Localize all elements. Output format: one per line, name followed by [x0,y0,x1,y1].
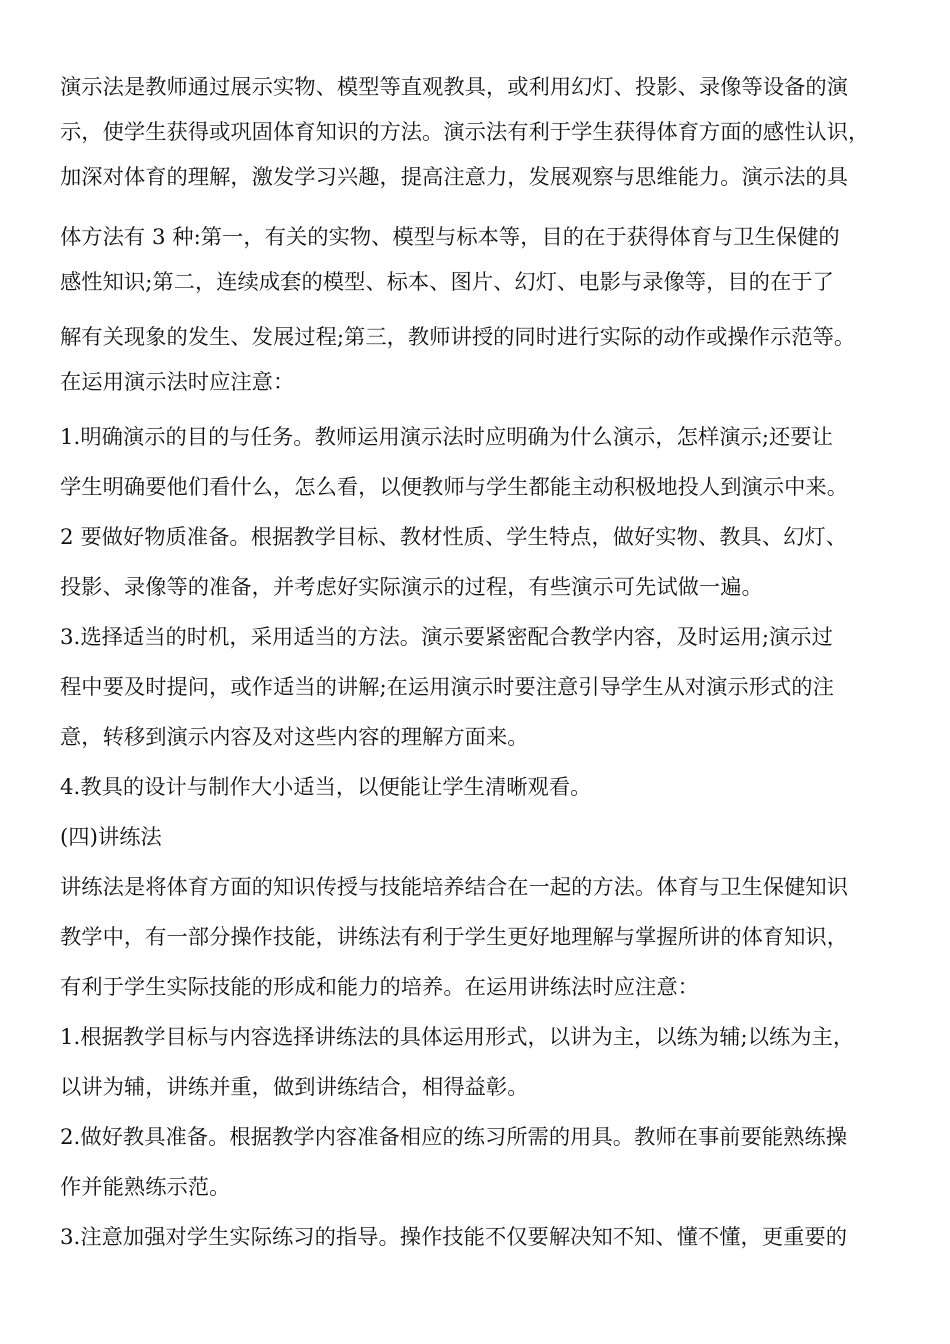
text-line: 3.选择适当的时机，采用适当的方法。演示要紧密配合教学内容，及时运用;演示过 [60,625,833,650]
text-line: 2.做好教具准备。根据教学内容准备相应的练习所需的用具。教师在事前要能熟练操 [60,1125,848,1150]
text-line: 2 要做好物质准备。根据教学目标、教材性质、学生特点，做好实物、教具、幻灯、 [60,525,848,550]
text-line: 演示法是教师通过展示实物、模型等直观教具，或利用幻灯、投影、录像等设备的演 [60,75,848,100]
text-line: 解有关现象的发生、发展过程;第三，教师讲授的同时进行实际的动作或操作示范等。 [60,325,856,350]
text-line: 以讲为辅，讲练并重，做到讲练结合，相得益彰。 [60,1075,529,1100]
text-line: 学生明确要他们看什么，怎么看，以便教师与学生都能主动积极地投人到演示中来。 [60,475,848,500]
text-line: 1.明确演示的目的与任务。教师运用演示法时应明确为什么演示，怎样演示;还要让 [60,425,833,450]
section-heading: (四)讲练法 [60,825,162,850]
text-line: 投影、录像等的准备，并考虑好实际演示的过程，有些演示可先试做一遍。 [60,575,763,600]
text-line: 3.注意加强对学生实际练习的指导。操作技能不仅要解决知不知、懂不懂，更重要的 [60,1225,848,1250]
text-line: 讲练法是将体育方面的知识传授与技能培养结合在一起的方法。体育与卫生保健知识 [60,875,848,900]
text-line: 加深对体育的理解，激发学习兴趣，提高注意力，发展观察与思维能力。演示法的具 [60,165,848,190]
text-line: 意，转移到演示内容及对这些内容的理解方面来。 [60,725,529,750]
text-line: 示，使学生获得或巩固体育知识的方法。演示法有利于学生获得体育方面的感性认识， [60,120,870,145]
text-line: 4.教具的设计与制作大小适当，以便能让学生清晰观看。 [60,775,592,800]
text-line: 1.根据教学目标与内容选择讲练法的具体运用形式，以讲为主，以练为辅;以练为主， [60,1025,855,1050]
text-line: 程中要及时提问，或作适当的讲解;在运用演示时要注意引导学生从对演示形式的注 [60,675,834,700]
text-line: 在运用演示法时应注意： [60,370,295,395]
text-line: 教学中，有一部分操作技能，讲练法有利于学生更好地理解与掌握所讲的体育知识， [60,925,848,950]
text-line: 有利于学生实际技能的形成和能力的培养。在运用讲练法时应注意： [60,975,699,1000]
text-line: 感性知识;第二，连续成套的模型、标本、图片、幻灯、电影与录像等，目的在于了 [60,270,834,295]
text-line: 作并能熟练示范。 [60,1175,231,1200]
text-line: 体方法有 3 种:第一，有关的实物、模型与标本等，目的在于获得体育与卫生保健的 [60,225,840,250]
